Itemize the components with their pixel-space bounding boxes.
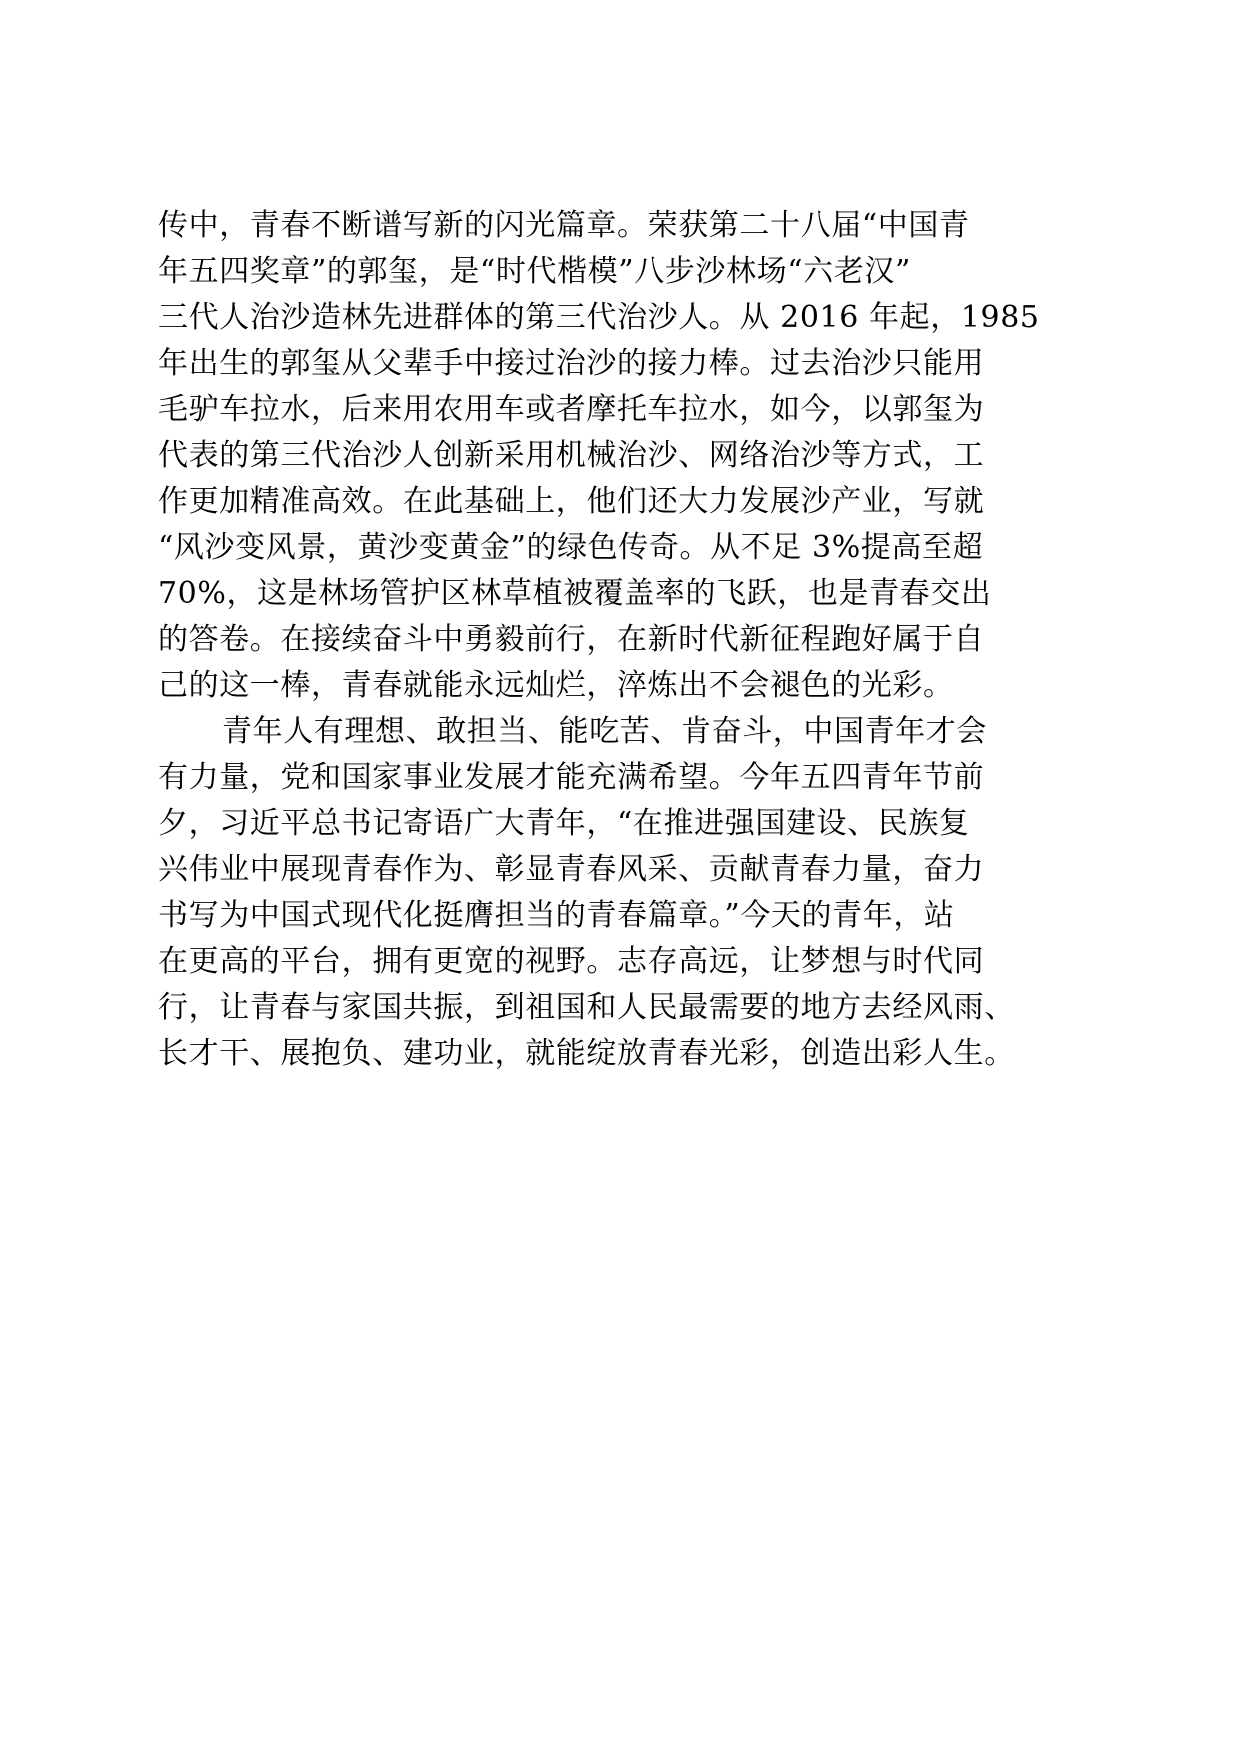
text-line: 夕，习近平总书记寄语广大青年，“在推进强国建设、民族复 [158, 806, 970, 841]
paragraph-1 [158, 203, 1093, 709]
text-line: 70%，这是林场管护区林草植被覆盖率的飞跃，也是青春交出 [158, 576, 992, 611]
text-line: 传中，青春不断谱写新的闪光篇章。荣获第二十八届“中国青 [158, 208, 970, 243]
text-line: “风沙变风景，黄沙变黄金”的绿色传奇。从不足 3%提高至超 [158, 530, 984, 565]
text-line: 长才干、展抱负、建功业，就能绽放青春光彩，创造出彩人生。 [158, 1036, 1015, 1071]
text-line: 己的这一棒，青春就能永远灿烂，淬炼出不会褪色的光彩。 [158, 668, 954, 703]
text-line: 行，让青春与家国共振，到祖国和人民最需要的地方去经风雨、 [158, 990, 1015, 1025]
document-body [158, 203, 1093, 1077]
text-line: 毛驴车拉水，后来用农用车或者摩托车拉水，如今，以郭玺为 [158, 392, 985, 427]
text-line-first-indented: 青年人有理想、敢担当、能吃苦、肯奋斗，中国青年才会 [222, 714, 987, 749]
text-line: 代表的第三代治沙人创新采用机械治沙、网络治沙等方式，工 [158, 438, 985, 473]
text-line: 年出生的郭玺从父辈手中接过治沙的接力棒。过去治沙只能用 [158, 346, 985, 381]
text-line: 在更高的平台，拥有更宽的视野。志存高远，让梦想与时代同 [158, 944, 985, 979]
text-line: 有力量，党和国家事业发展才能充满希望。今年五四青年节前 [158, 760, 985, 795]
text-line: 的答卷。在接续奋斗中勇毅前行，在新时代新征程跑好属于自 [158, 622, 985, 657]
text-line: 书写为中国式现代化挺膺担当的青春篇章。”今天的青年，站 [158, 898, 955, 933]
text-line: 兴伟业中展现青春作为、彰显青春风采、贡献青春力量，奋力 [158, 852, 985, 887]
text-line: 年五四奖章”的郭玺，是“时代楷模”八步沙林场“六老汉” [158, 254, 911, 289]
paragraph-2 [158, 709, 1093, 1077]
text-line: 作更加精准高效。在此基础上，他们还大力发展沙产业，写就 [158, 484, 985, 519]
text-line: 三代人治沙造林先进群体的第三代治沙人。从 2016 年起，1985 [158, 300, 1040, 335]
